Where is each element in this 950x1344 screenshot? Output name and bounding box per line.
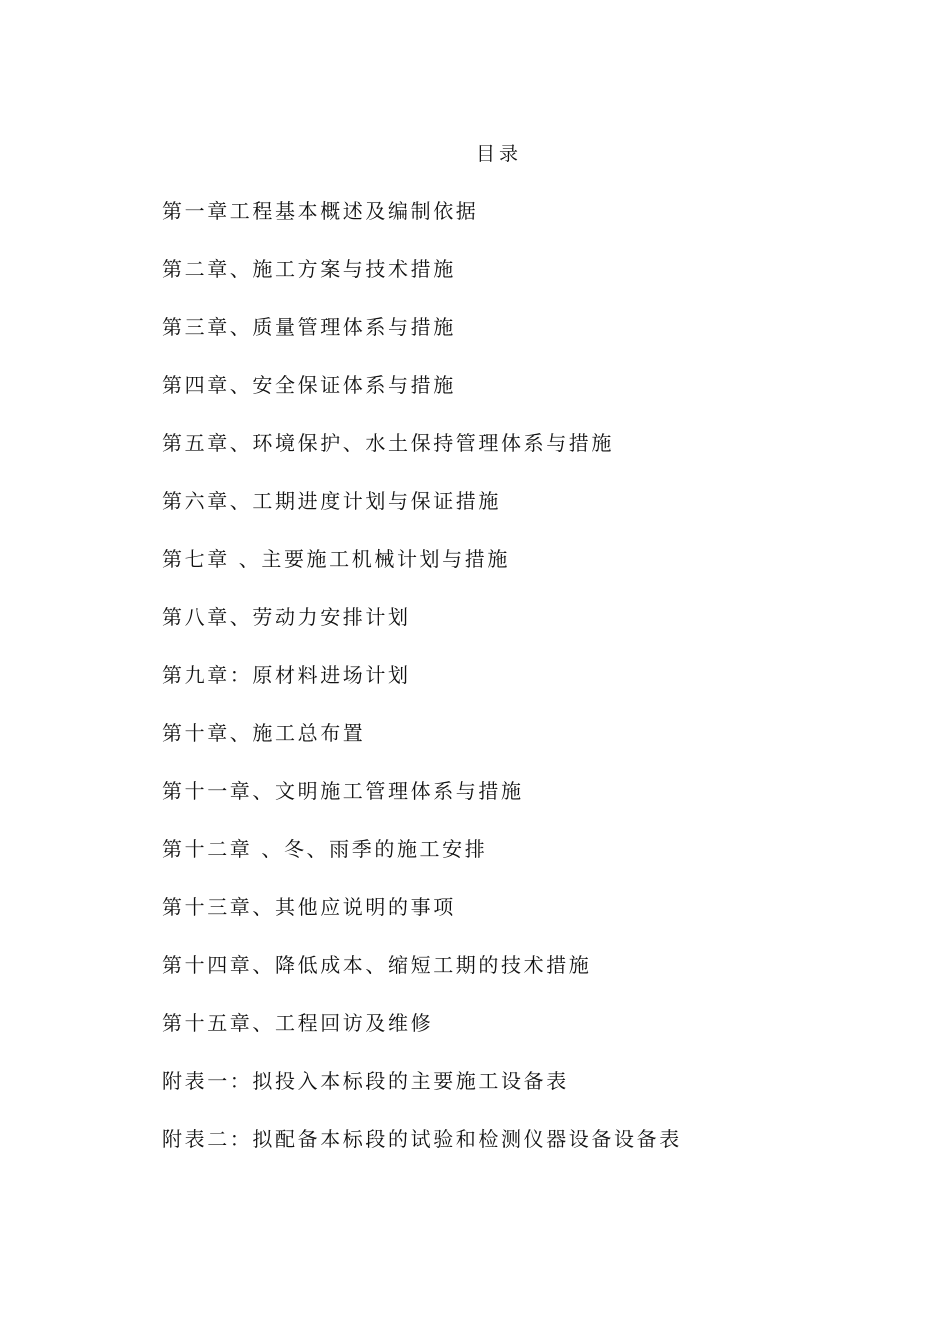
toc-entry: 第二章、施工方案与技术措施 — [162, 257, 456, 281]
toc-entry: 第九章：原材料进场计划 — [162, 663, 411, 687]
toc-entry: 第十三章、其他应说明的事项 — [162, 895, 456, 919]
toc-entry: 第一章工程基本概述及编制依据 — [162, 199, 479, 223]
toc-entry: 第十五章、工程回访及维修 — [162, 1011, 434, 1035]
toc-entry: 附表一：拟投入本标段的主要施工设备表 — [162, 1069, 569, 1093]
toc-list — [162, 196, 882, 1182]
toc-entry: 第三章、质量管理体系与措施 — [162, 315, 456, 339]
toc-entry: 第十二章 、冬、雨季的施工安排 — [162, 837, 488, 861]
toc-entry: 第十一章、文明施工管理体系与措施 — [162, 779, 524, 803]
toc-entry: 第十四章、降低成本、缩短工期的技术措施 — [162, 953, 592, 977]
toc-entry: 附表二：拟配备本标段的试验和检测仪器设备设备表 — [162, 1127, 682, 1151]
toc-entry: 第五章、环境保护、水土保持管理体系与措施 — [162, 431, 614, 455]
toc-entry: 第六章、工期进度计划与保证措施 — [162, 489, 501, 513]
toc-entry: 第四章、安全保证体系与措施 — [162, 373, 456, 397]
toc-title: 目录 — [475, 143, 522, 165]
toc-entry: 第十章、施工总布置 — [162, 721, 366, 745]
toc-entry: 第七章 、主要施工机械计划与措施 — [162, 547, 510, 571]
toc-entry: 第八章、劳动力安排计划 — [162, 605, 411, 629]
